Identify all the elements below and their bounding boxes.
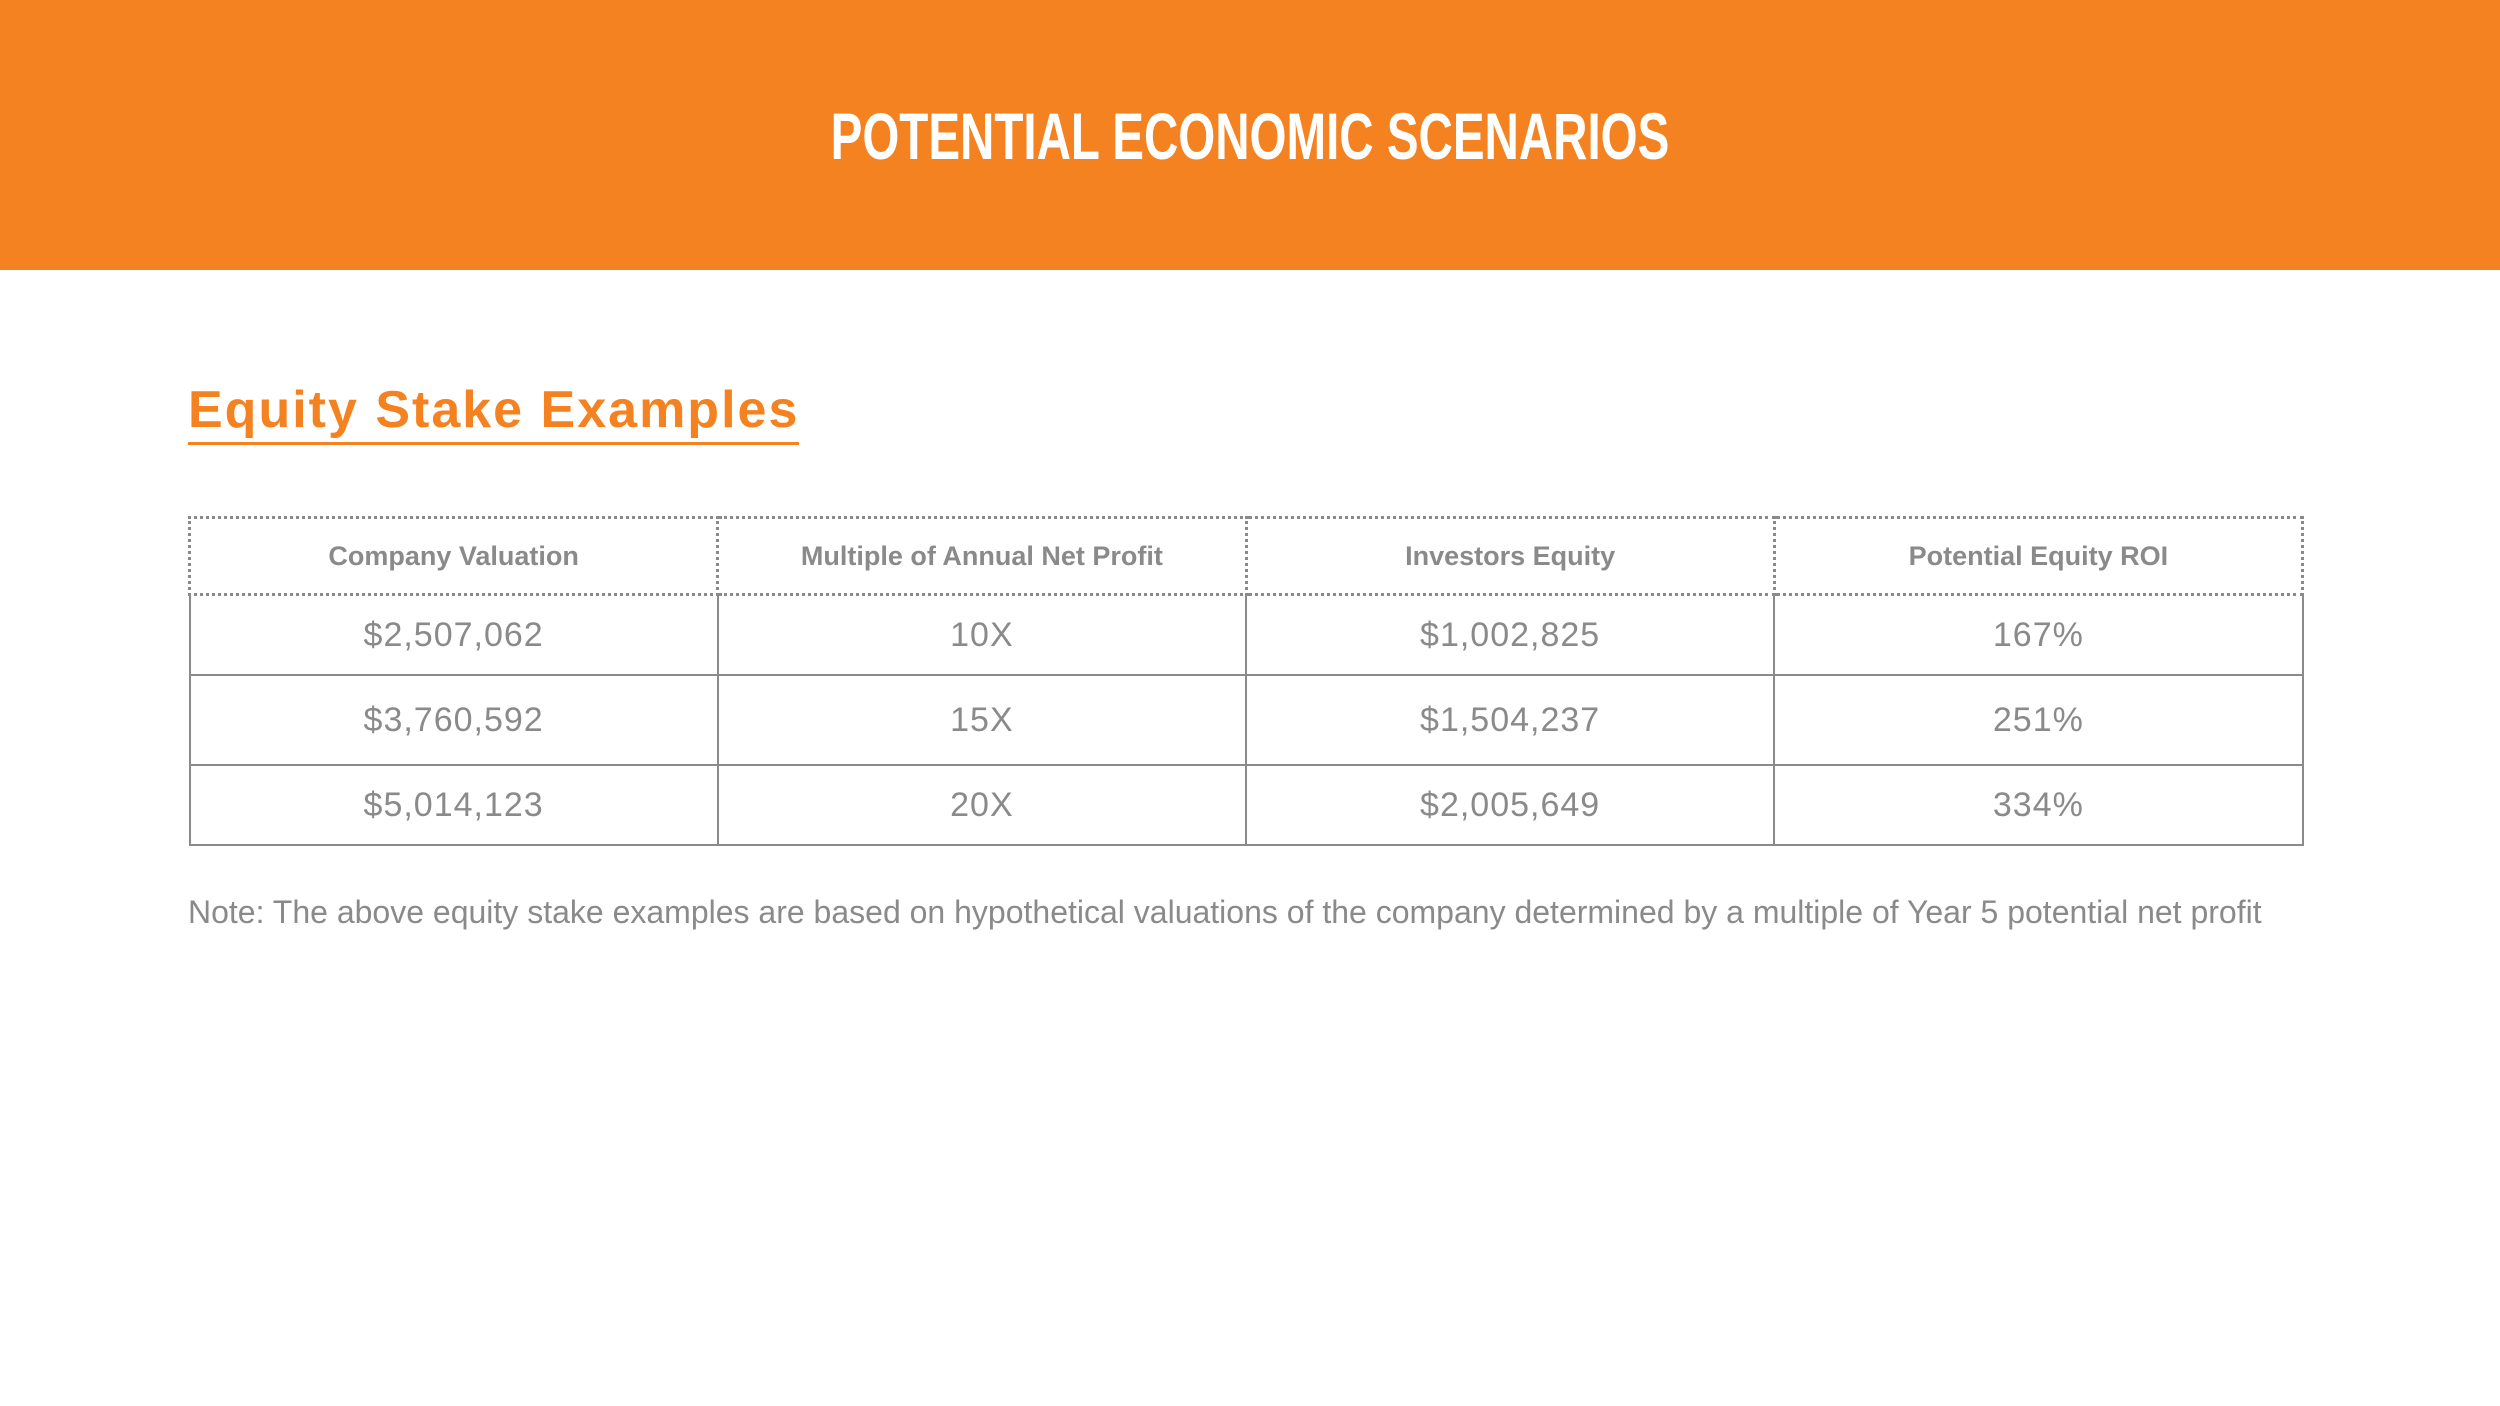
cell-multiple: 15X [718, 675, 1246, 765]
cell-roi: 251% [1774, 675, 2302, 765]
table-row [190, 595, 2303, 676]
cell-investors-equity: $2,005,649 [1246, 765, 1774, 845]
page-title: POTENTIAL ECONOMIC SCENARIOS [830, 99, 1670, 173]
header-roi: Potential Equity ROI [1774, 518, 2302, 595]
footnote: Note: The above equity stake examples are based on hypothetical valuations of the company determined by a multiple of Year 5 potential net profit [188, 894, 2262, 930]
cell-roi: 167% [1774, 595, 2302, 676]
cell-investors-equity: $1,002,825 [1246, 595, 1774, 676]
section-title: Equity Stake Examples [188, 380, 799, 445]
table-row [190, 675, 2303, 765]
cell-roi: 334% [1774, 765, 2302, 845]
cell-investors-equity: $1,504,237 [1246, 675, 1774, 765]
header-multiple: Multiple of Annual Net Profit [718, 518, 1246, 595]
table-header-row [190, 518, 2303, 595]
header-company-valuation: Company Valuation [190, 518, 718, 595]
equity-table-container [188, 516, 2304, 846]
cell-multiple: 10X [718, 595, 1246, 676]
cell-company-valuation: $2,507,062 [190, 595, 718, 676]
table-row [190, 765, 2303, 845]
header-investors-equity: Investors Equity [1246, 518, 1774, 595]
cell-company-valuation: $3,760,592 [190, 675, 718, 765]
equity-table [188, 516, 2304, 846]
cell-company-valuation: $5,014,123 [190, 765, 718, 845]
cell-multiple: 20X [718, 765, 1246, 845]
